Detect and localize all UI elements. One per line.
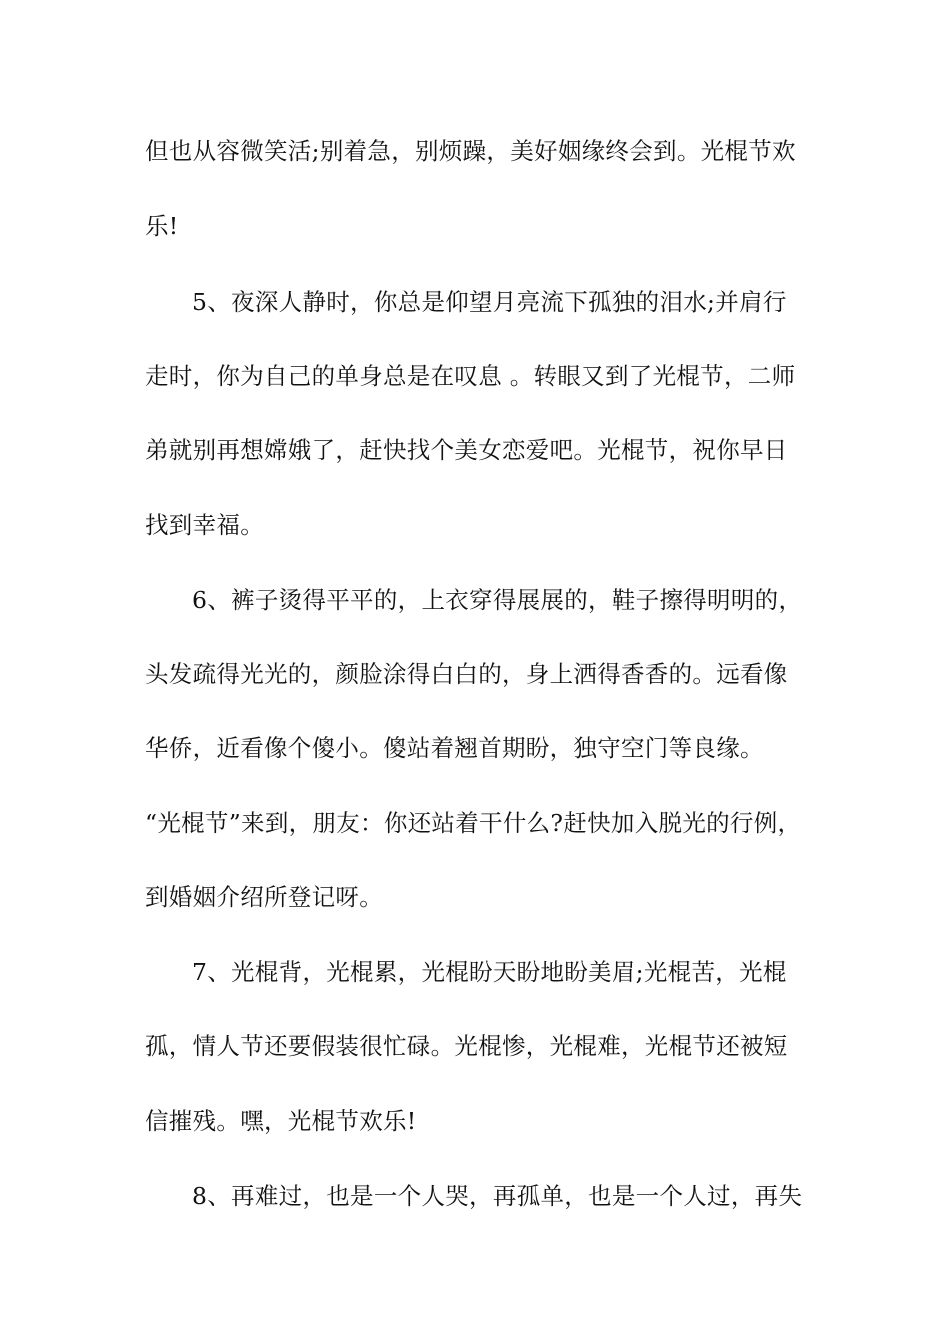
text-line: 信摧残。嘿，光棍节欢乐!	[145, 1107, 417, 1135]
text-line: 到婚姻介绍所登记呀。	[145, 883, 383, 911]
paragraph-start-8: 8、再难过，也是一个人哭，再孤单，也是一个人过，再失	[192, 1182, 803, 1210]
text-line: 华侨，近看像个傻小。傻站着翘首期盼，独守空门等良缘。	[145, 734, 764, 762]
text-line: “光棍节”来到，朋友：你还站着干什么?赶快加入脱光的行例，	[145, 809, 802, 837]
paragraph-start-7: 7、光棍背，光棍累，光棍盼天盼地盼美眉;光棍苦，光棍	[192, 958, 787, 986]
paragraph-start-6: 6、裤子烫得平平的，上衣穿得展展的，鞋子擦得明明的，	[192, 586, 803, 614]
text-line: 走时，你为自己的单身总是在叹息 。转眼又到了光棍节，二师	[145, 362, 796, 390]
text-line: 找到幸福。	[145, 511, 264, 539]
text-line: 乐!	[145, 212, 179, 240]
paragraph-start-5: 5、夜深人静时，你总是仰望月亮流下孤独的泪水;并肩行	[192, 288, 787, 316]
text-line: 孤，情人节还要假装很忙碌。光棍惨，光棍难，光棍节还被短	[145, 1032, 788, 1060]
text-line: 弟就别再想嫦娥了，赶快找个美女恋爱吧。光棍节，祝你早日	[145, 436, 788, 464]
text-line: 头发疏得光光的，颜脸涂得白白的，身上洒得香香的。远看像	[145, 660, 788, 688]
text-line: 但也从容微笑活;别着急，别烦躁，美好姻缘终会到。光棍节欢	[145, 137, 796, 165]
